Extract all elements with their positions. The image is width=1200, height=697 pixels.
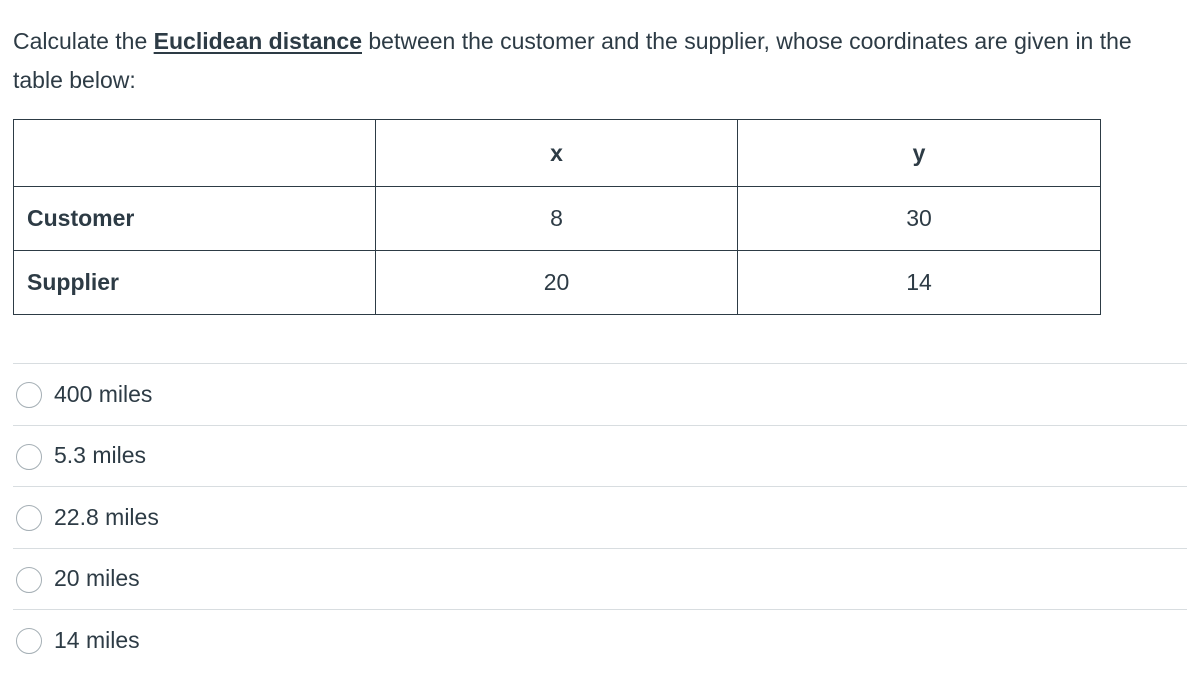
answer-label[interactable]: 20 miles: [54, 565, 140, 592]
radio-button[interactable]: [16, 628, 42, 654]
answer-option-2[interactable]: [13, 425, 1187, 487]
table-row: [14, 251, 1101, 315]
question-suffix: between the customer and the supplier, whose coordinates are given in the table below:: [13, 28, 1132, 93]
table-header-x: x: [376, 120, 738, 187]
radio-button[interactable]: [16, 567, 42, 593]
row-label-customer: Customer: [14, 187, 376, 251]
table-header-empty: [14, 120, 376, 187]
radio-button[interactable]: [16, 382, 42, 408]
row-label-supplier: Supplier: [14, 251, 376, 315]
radio-button[interactable]: [16, 505, 42, 531]
table-row: [14, 187, 1101, 251]
customer-x-value: 8: [376, 187, 738, 251]
coordinates-table: [13, 119, 1101, 315]
answer-option-3[interactable]: [13, 486, 1187, 548]
radio-button[interactable]: [16, 444, 42, 470]
question-prefix: Calculate the: [13, 28, 154, 54]
answer-label[interactable]: 22.8 miles: [54, 503, 159, 530]
answer-options: [13, 363, 1187, 671]
table-header-y: y: [738, 120, 1101, 187]
answer-option-1[interactable]: [13, 363, 1187, 425]
question-emphasis: Euclidean distance: [153, 28, 362, 54]
supplier-x-value: 20: [376, 251, 738, 315]
answer-option-4[interactable]: [13, 548, 1187, 610]
answer-label[interactable]: 5.3 miles: [54, 442, 147, 469]
customer-y-value: 30: [738, 187, 1101, 251]
answer-option-5[interactable]: [13, 609, 1187, 671]
answer-label[interactable]: 400 miles: [54, 380, 153, 407]
question-text: [13, 22, 1183, 100]
table-header-row: [14, 120, 1101, 187]
supplier-y-value: 14: [738, 251, 1101, 315]
answer-label[interactable]: 14 miles: [54, 626, 140, 653]
